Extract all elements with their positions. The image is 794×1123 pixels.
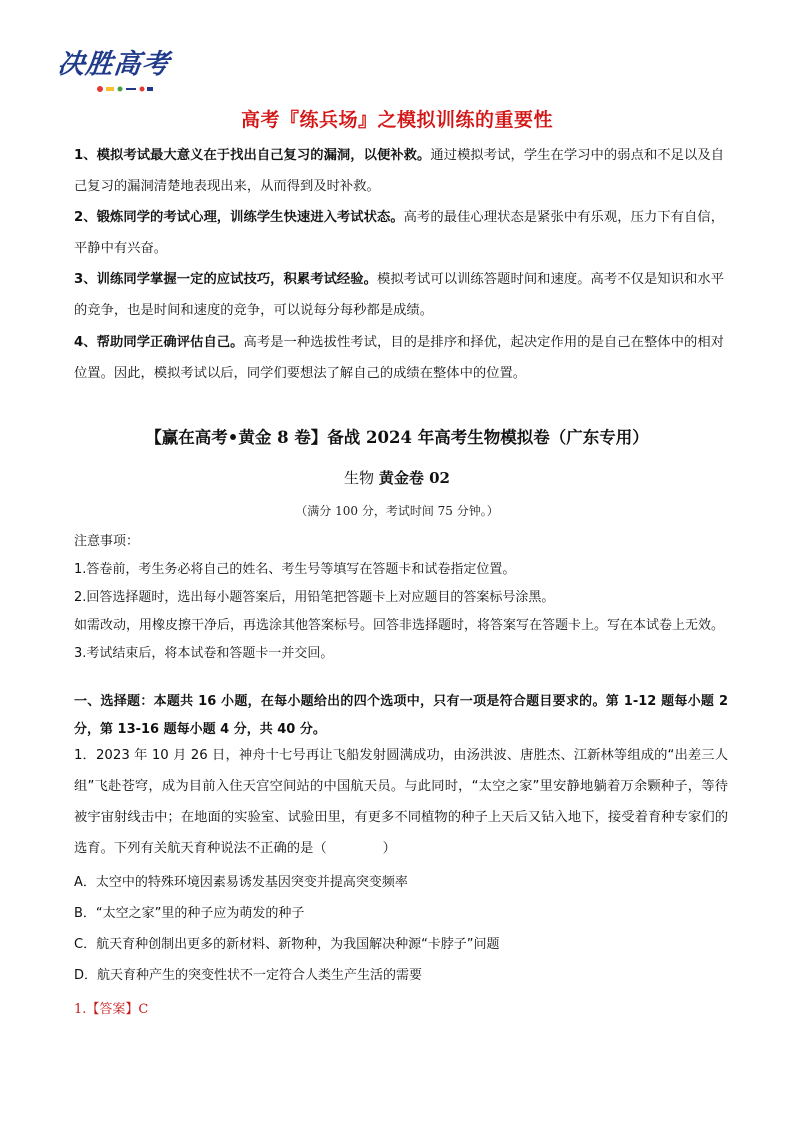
exam-info: （满分 100 分，考试时间 75 分钟。）: [295, 504, 499, 518]
subject-line: [0, 467, 794, 488]
note-item: 如需改动，用橡皮擦干净后，再选涂其他答案标号。回答非选择题时，将答案写在答题卡上。写在本试卷上无效。: [74, 618, 725, 633]
exam-subject: 生物: [344, 469, 375, 487]
option-c: C．航天育种创制出更多的新材料、新物种，为我国解决种源“卡脖子”问题: [74, 937, 500, 952]
note-item: 2.回答选择题时，选出每小题答案后，用铅笔把答题卡上对应题目的答案标号涂黑。: [74, 590, 555, 605]
intro-point-2: [74, 202, 724, 264]
logo-figures-icon: [94, 82, 156, 96]
intro-point-1: [74, 140, 724, 202]
logo: [56, 38, 172, 104]
option-d: D．航天育种产生的突变性状不一定符合人类生产生活的需要: [74, 968, 423, 983]
exam-paper: 黄金卷 02: [378, 469, 450, 487]
answer-label: 1.【答案】C: [74, 1002, 149, 1017]
notes: [74, 528, 728, 668]
intro-point-4-bold: 4、帮助同学正确评估自己。: [74, 335, 244, 350]
intro-point-3-bold: 3、训练同学掌握一定的应试技巧，积累考试经验。: [74, 272, 377, 287]
intro-point-4-text: 高考是一种选拔性考试，目的是排序和择优，起决定作用的是自己在整体中的相对位置。因此，模拟考试以后，同学们要想法了解自己的成绩在整体中的位置。: [74, 335, 724, 381]
intro-point-1-bold: 1、模拟考试最大意义在于找出自己复习的漏洞，以便补救。: [74, 148, 431, 163]
logo-text: 决胜高考: [56, 49, 172, 80]
intro-title: 高考『练兵场』之模拟训练的重要性: [240, 109, 553, 131]
section-one-heading: 一、选择题：本题共 16 小题，在每小题给出的四个选项中，只有一项是符合题目要求的。第 1-12 题每小题 2 分，第 13-16 题每小题 4 分，共 40 分。: [74, 694, 728, 737]
option-a: A．太空中的特殊环境因素易诱发基因突变并提高突变频率: [74, 875, 408, 890]
intro-point-4: [74, 327, 724, 389]
intro-point-2-text: 高考的最佳心理状态是紧张中有乐观，压力下有自信，平静中有兴奋。: [74, 210, 724, 256]
question-1-stem-end: ）: [382, 841, 396, 856]
note-item: 1.答卷前，考生务必将自己的姓名、考生号等填写在答题卡和试卷指定位置。: [74, 562, 516, 577]
notes-heading: 注意事项：: [74, 534, 140, 549]
question-1-stem-text: 1．2023 年 10 月 26 日，神舟十七号再让飞船发射圆满成功，由汤洪波、唐胜杰、江新林等组成的“出差三人组”飞赴苍穹，成为目前入住天宫空间站的中国航天员。与此同时，“太空之家”里安静地躺着万余颗种子，等待被宇宙射线击中；在地面的实验室、试验田里，有更多不同植物的种子上天后又钻入地下，接受着育种专家们的选育。下列有关航天育种说法不正确的是（: [74, 748, 728, 856]
intro-point-1-text: 通过模拟考试，学生在学习中的弱点和不足以及自己复习的漏洞清楚地表现出来，从而得到及时补救。: [74, 148, 724, 194]
question-1-stem: [74, 740, 728, 864]
intro-point-3: [74, 264, 724, 326]
option-b: B．“太空之家”里的种子应为萌发的种子: [74, 906, 305, 921]
intro-point-3-text: 模拟考试可以训练答题时间和速度。高考不仅是知识和水平的竞争，也是时间和速度的竞争，可以说每分每秒都是成绩。: [74, 272, 724, 318]
note-item: 3.考试结束后，将本试卷和答题卡一并交回。: [74, 646, 334, 661]
exam-title: 【赢在高考•黄金 8 卷】备战 2024 年高考生物模拟卷（广东专用）: [145, 428, 649, 447]
intro-point-2-bold: 2、锻炼同学的考试心理，训练学生快速进入考试状态。: [74, 210, 404, 225]
